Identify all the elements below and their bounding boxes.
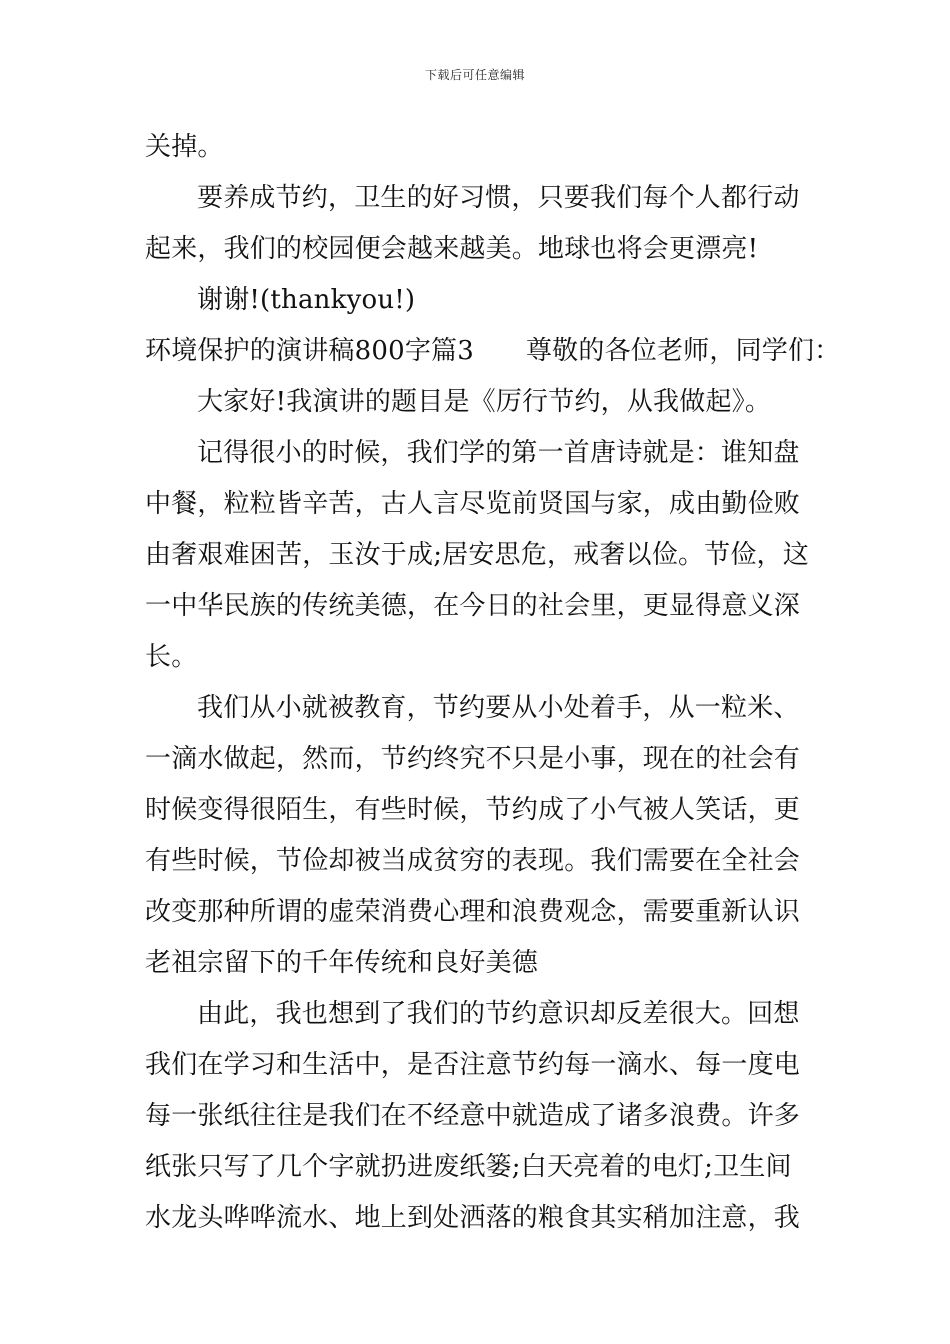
section-title: 环境保护的演讲稿800字篇3 xyxy=(145,336,474,366)
text-line: 时候变得很陌生，有些时候，节约成了小气被人笑话，更 xyxy=(145,795,801,825)
text-line: 纸张只写了几个字就扔进废纸篓;白天亮着的电灯;卫生间 xyxy=(145,1152,792,1182)
text-line: 关掉。 xyxy=(145,132,224,162)
thanks-line: 谢谢!(thankyou!) xyxy=(197,285,416,315)
text-line: 改变那种所谓的虚荣消费心理和浪费观念，需要重新认识 xyxy=(145,897,801,927)
text-line: 老祖宗留下的千年传统和良好美德 xyxy=(145,948,539,978)
section-title-line xyxy=(145,326,841,377)
greeting: 尊敬的各位老师，同学们： xyxy=(525,336,841,366)
text-line: 由奢艰难困苦，玉汝于成;居安思危，戒奢以俭。节俭，这 xyxy=(145,540,809,570)
text-line: 一中华民族的传统美德，在今日的社会里，更显得意义深 xyxy=(145,591,801,621)
paragraph-start: 记得很小的时候，我们学的第一首唐诗就是：谁知盘 xyxy=(197,438,800,468)
text-line: 一滴水做起，然而，节约终究不只是小事，现在的社会有 xyxy=(145,744,801,774)
document-body xyxy=(145,122,841,1244)
text-line: 我们在学习和生活中，是否注意节约每一滴水、每一度电 xyxy=(145,1050,801,1080)
text-line: 每一张纸往往是我们在不经意中就造成了诸多浪费。许多 xyxy=(145,1101,801,1131)
paragraph-start: 要养成节约，卫生的好习惯，只要我们每个人都行动 xyxy=(197,183,800,213)
text-line: 有些时候，节俭却被当成贫穷的表现。我们需要在全社会 xyxy=(145,846,801,876)
text-line: 起来，我们的校园便会越来越美。地球也将会更漂亮! xyxy=(145,234,759,264)
paragraph-start: 由此，我也想到了我们的节约意识却反差很大。回想 xyxy=(197,999,800,1029)
text-line: 中餐，粒粒皆辛苦，古人言尽览前贤国与家，成由勤俭败 xyxy=(145,489,801,519)
paragraph-start: 我们从小就被教育，节约要从小处着手，从一粒米、 xyxy=(197,693,800,723)
text-line: 水龙头哗哗流水、地上到处洒落的粮食其实稍加注意，我 xyxy=(145,1203,801,1233)
paragraph-start: 大家好!我演讲的题目是《厉行节约，从我做起》。 xyxy=(197,387,772,417)
text-line: 长。 xyxy=(145,642,198,672)
page-header: 下载后可任意编辑 xyxy=(424,68,525,82)
